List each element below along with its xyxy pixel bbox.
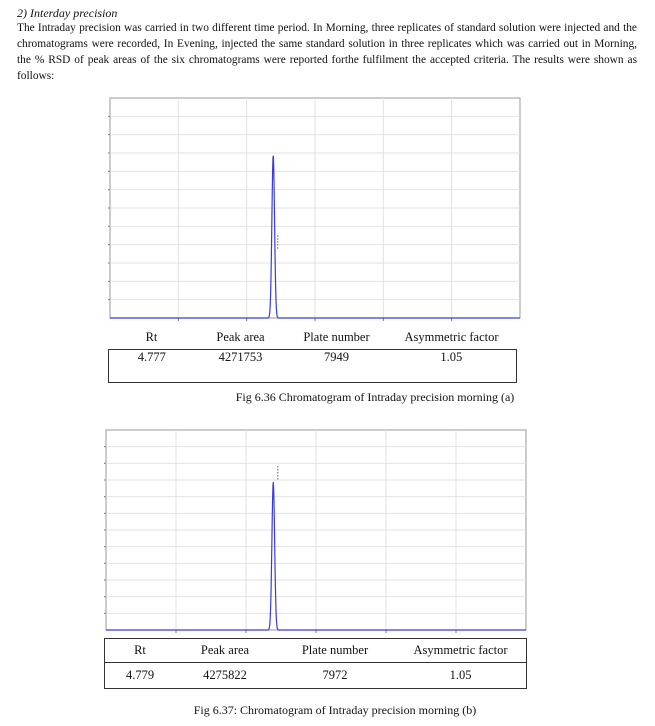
peak-annotation-mark — [277, 472, 278, 474]
header-peak-area: Peak area — [216, 329, 265, 344]
header-plate-number: Plate number — [301, 643, 369, 657]
header-rt: Rt — [145, 329, 158, 344]
figure-caption-a: Fig 6.36 Chromatogram of Intraday precision morning (a) — [235, 390, 515, 404]
value-peak-area: 4275822 — [203, 668, 247, 682]
header-peak-area: Peak area — [200, 643, 250, 657]
value-plate-number: 7972 — [322, 668, 348, 682]
peak-annotation-mark — [277, 247, 278, 249]
peak-annotation-mark — [277, 478, 278, 480]
peak-annotation-mark — [277, 244, 278, 246]
chromatogram-a-plot — [108, 96, 540, 326]
peak-annotation-mark — [277, 238, 278, 240]
value-rt: 4.779 — [125, 668, 155, 682]
table-row — [105, 663, 527, 689]
results-table-a — [108, 326, 517, 383]
header-plate-number: Plate number — [303, 329, 370, 344]
section-paragraph: The Intraday precision was carried in two different time period. In Morning, three replicates of standard solution were injected and the chromatograms were recorded, In Evening, injected the same standard solution in three replicates which was carried out in Morning, the % RSD of peak areas of the six chromatograms were reported forthe fulfilment the accepted criteria. The results were shown as follows: — [17, 22, 637, 82]
peak-annotation-mark — [277, 235, 278, 237]
value-peak-area: 4271753 — [218, 349, 263, 364]
header-asymmetric-factor: Asymmetric factor — [404, 329, 499, 344]
table-header-row — [105, 639, 527, 663]
table-header-row — [109, 326, 517, 349]
peak-annotation-mark — [277, 475, 278, 477]
header-rt: Rt — [134, 643, 146, 657]
results-table-b — [104, 638, 527, 689]
chromatogram-b-plot — [104, 428, 548, 638]
chromatogram-a — [108, 96, 540, 326]
header-asymmetric-factor: Asymmetric factor — [413, 643, 508, 657]
section-heading: 2) Interday precision — [17, 6, 118, 20]
value-asymmetric-factor: 1.05 — [449, 668, 472, 682]
peak-annotation-mark — [277, 466, 278, 468]
figure-caption-b: Fig 6.37: Chromatogram of Intraday precision morning (b) — [193, 703, 477, 717]
table-row — [109, 349, 517, 382]
value-plate-number: 7949 — [324, 349, 349, 364]
value-rt: 4.777 — [137, 349, 166, 364]
peak-annotation-mark — [277, 241, 278, 243]
peak-annotation-mark — [277, 469, 278, 471]
value-asymmetric-factor: 1.05 — [440, 349, 463, 364]
chromatogram-b — [104, 428, 548, 638]
